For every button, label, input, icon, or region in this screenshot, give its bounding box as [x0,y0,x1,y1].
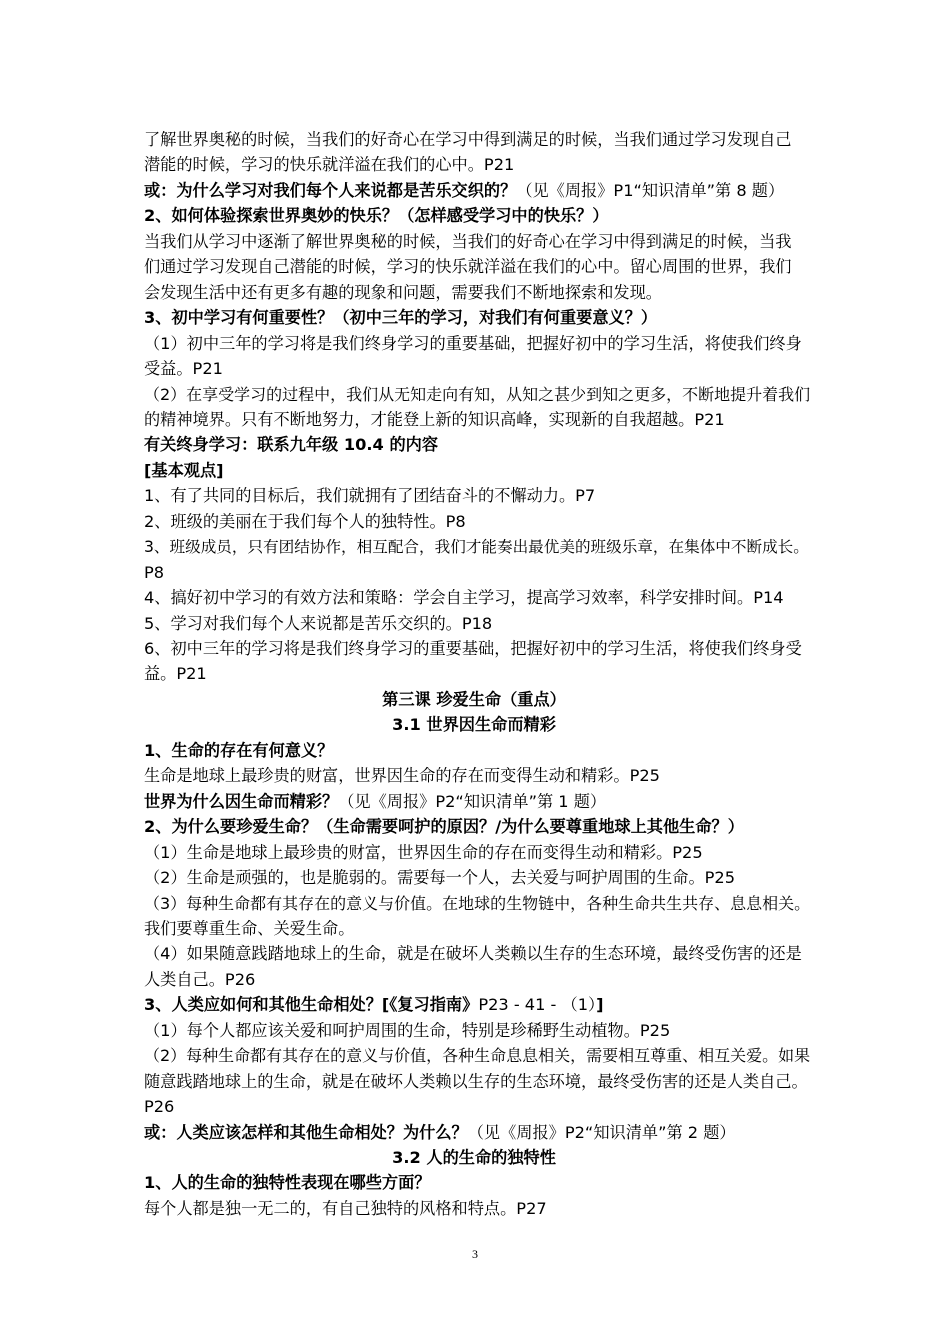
normal-segment: （见《周报》P2“知识清单”第 2 题） [467,1122,736,1142]
text-line: 4、搞好初中学习的有效方法和策略：学会自主学习，提高学习效率，科学安排时间。P14 [144,588,784,608]
text-line: （2）每种生命都有其存在的意义与价值，各种生命息息相关，需要相互尊重、相互关爱。如果 [144,1046,811,1066]
text-line: 人类自己。P26 [144,969,256,989]
normal-segment: P23 - 41 - （1） [478,995,597,1015]
question-heading: 有关终身学习：联系九年级 10.4 的内容 [144,435,439,455]
bold-segment: 3、人类应如何和其他生命相处？[《复习指南》 [144,995,479,1015]
text-line: 5、学习对我们每个人来说都是苦乐交织的。P18 [144,613,493,633]
bold-segment: 世界为什么因生命而精彩？ [144,791,339,811]
text-line: 受益。P21 [144,359,223,379]
section-heading: 第三课 珍爱生命（重点） [382,689,566,709]
text-line: 了解世界奥秘的时候，当我们的好奇心在学习中得到满足的时候，当我们通过学习发现自己 [144,130,792,149]
page-number: 3 [472,1247,478,1261]
text-line: 生命是地球上最珍贵的财富，世界因生命的存在而变得生动和精彩。P25 [144,766,660,786]
text-line: 3、班级成员，只有团结协作，相互配合，我们才能奏出最优美的班级乐章，在集体中不断成长。 [144,538,809,557]
question-heading: 3、初中学习有何重要性？（初中三年的学习，对我们有何重要意义？） [144,308,658,328]
text-line: 们通过学习发现自己潜能的时候，学习的快乐就洋溢在我们的心中。留心周围的世界，我们 [144,257,792,277]
text-line: P8 [144,562,165,582]
text-line [144,790,816,814]
text-line: 的精神境界。只有不断地努力，才能登上新的知识高峰，实现新的自我超越。P21 [144,409,725,429]
text-line [144,179,816,203]
text-line: 当我们从学习中逐渐了解世界奥秘的时候，当我们的好奇心在学习中得到满足的时候，当我 [144,231,792,251]
bold-segment: 或：人类应该怎样和其他生命相处？为什么？ [144,1122,468,1142]
text-line: 我们要尊重生命、关爱生命。 [144,918,355,938]
section-heading: 3.2 人的生命的独特性 [392,1148,556,1167]
question-heading: [基本观点] [144,460,224,480]
text-line: 每个人都是独一无二的，有自己独特的风格和特点。P27 [144,1198,547,1218]
text-line: P26 [144,1097,175,1117]
question-heading: 1、人的生命的独特性表现在哪些方面？ [144,1173,431,1193]
text-line: （3）每种生命都有其存在的意义与价值。在地球的生物链中，各种生命共生共存、息息相关。 [144,893,811,913]
text-line: （1）初中三年的学习将是我们终身学习的重要基础，把握好初中的学习生活，将使我们终身 [144,333,802,353]
bold-segment: ] [596,995,604,1015]
text-line [144,1121,816,1145]
text-line: 潜能的时候，学习的快乐就洋溢在我们的心中。P21 [144,155,515,175]
section-heading: 3.1 世界因生命而精彩 [392,715,556,735]
normal-segment: （见《周报》P1“知识清单”第 8 题） [516,180,785,200]
text-line: 1、有了共同的目标后，我们就拥有了团结奋斗的不懈动力。P7 [144,486,596,506]
text-line: （4）如果随意践踏地球上的生命，就是在破坏人类赖以生存的生态环境，最终受伤害的还是 [144,944,802,964]
text-line: （2）生命是顽强的，也是脆弱的。需要每一个人，去关爱与呵护周围的生命。P25 [144,868,736,888]
text-line: 会发现生活中还有更多有趣的现象和问题，需要我们不断地探索和发现。 [144,282,662,302]
text-line: 随意践踏地球上的生命，就是在破坏人类赖以生存的生态环境，最终受伤害的还是人类自己。 [144,1071,808,1091]
text-line: 2、班级的美丽在于我们每个人的独特性。P8 [144,511,466,531]
text-line: （1）生命是地球上最珍贵的财富，世界因生命的存在而变得生动和精彩。P25 [144,842,703,862]
normal-segment: （见《周报》P2“知识清单”第 1 题） [338,791,607,811]
question-heading: 2、如何体验探索世界奥妙的快乐？（怎样感受学习中的快乐？） [144,206,609,226]
question-heading: 1、生命的存在有何意义？ [144,740,334,760]
bold-segment: 或：为什么学习对我们每个人来说都是苦乐交织的？ [144,180,517,200]
text-line: 6、初中三年的学习将是我们终身学习的重要基础，把握好初中的学习生活，将使我们终身受 [144,639,802,658]
text-line [144,993,816,1017]
text-line: （1）每个人都应该关爱和呵护周围的生命，特别是珍稀野生动植物。P25 [144,1020,671,1040]
question-heading: 2、为什么要珍爱生命？（生命需要呵护的原因？/为什么要尊重地球上其他生命？） [144,817,744,837]
text-line: （2）在享受学习的过程中，我们从无知走向有知，从知之甚少到知之更多，不断地提升着我们 [144,384,811,404]
text-line: 益。P21 [144,664,207,684]
